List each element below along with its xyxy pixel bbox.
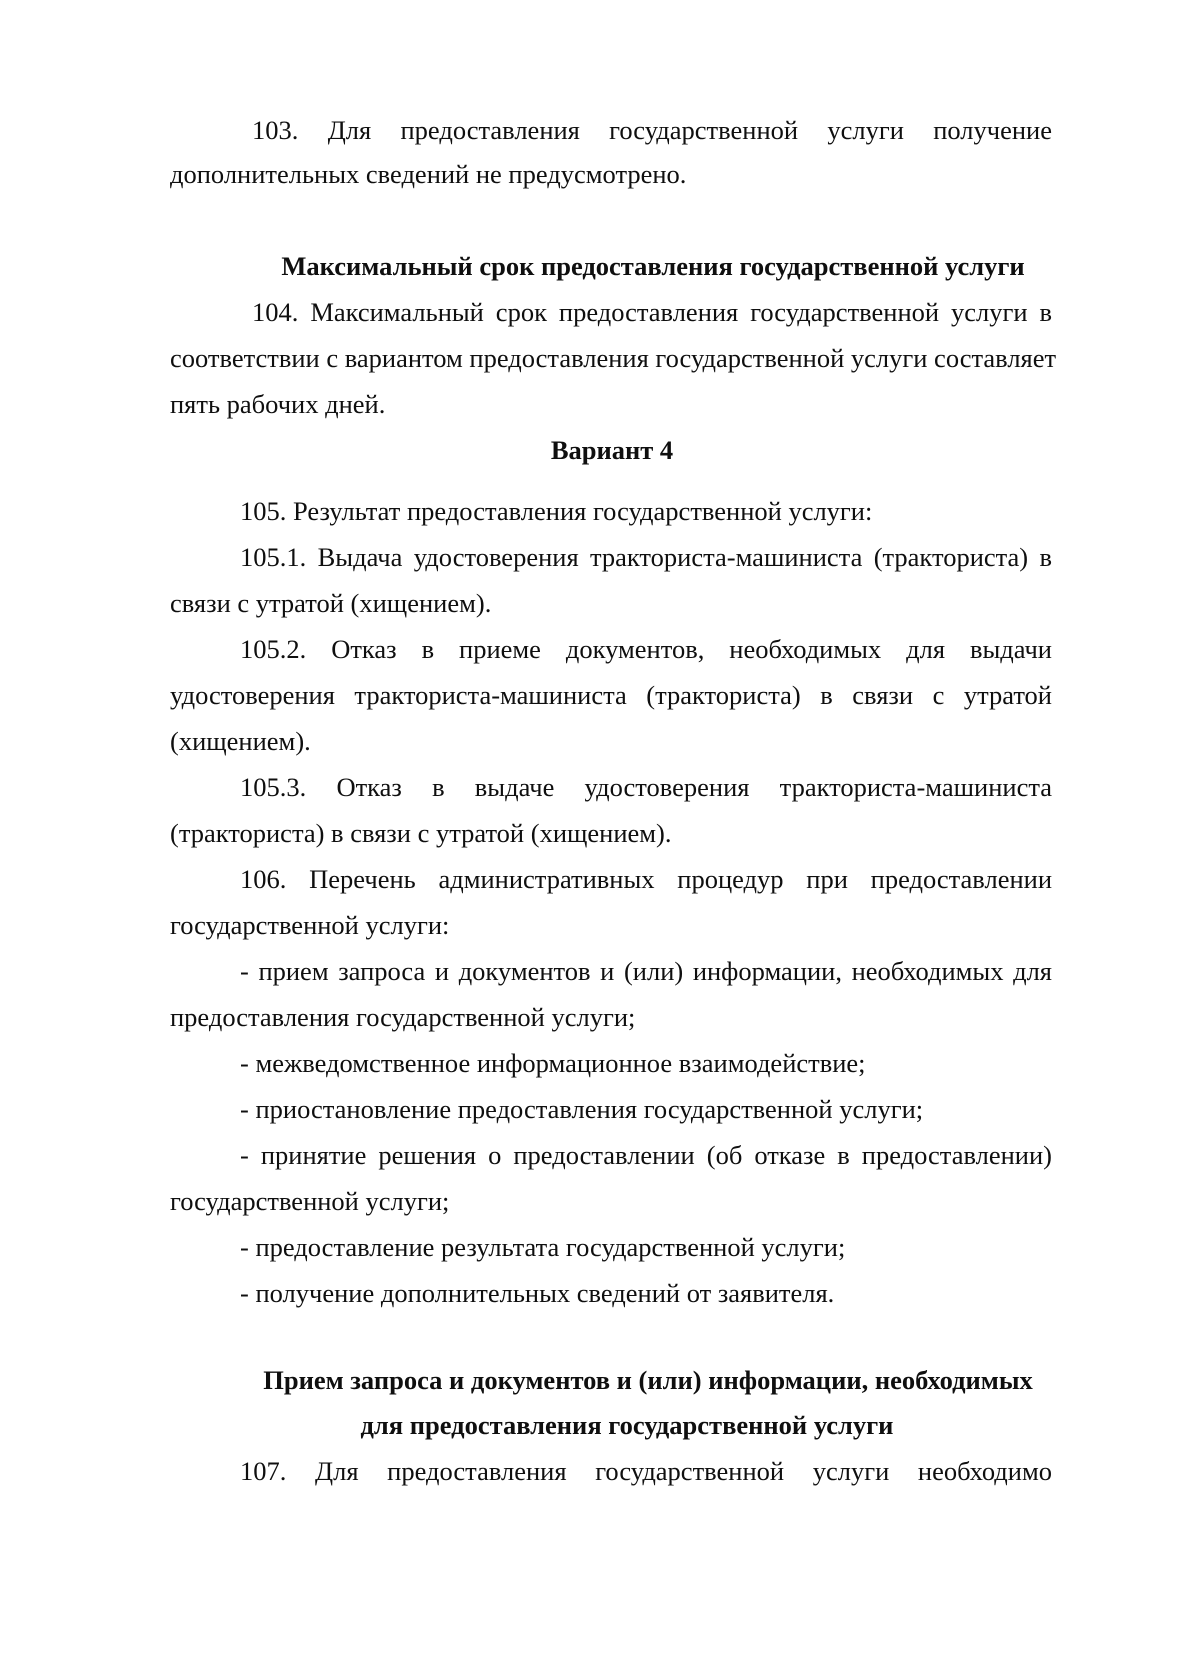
procedure-item-line-1: - прием запроса и документов и (или) информации, необходимых для <box>240 956 1052 986</box>
paragraph-105-1-line-2: связи с утратой (хищением). <box>170 588 492 618</box>
procedure-item: - получение дополнительных сведений от заявителя. <box>240 1278 835 1308</box>
paragraph-103-line-2: дополнительных сведений не предусмотрено. <box>170 159 687 189</box>
procedure-item: - приостановление предоставления государственной услуги; <box>240 1094 924 1124</box>
heading-variant: Вариант 4 <box>550 435 674 465</box>
paragraph-106-line-1: 106. Перечень административных процедур при предоставлении <box>240 864 1052 894</box>
heading-max-term: Максимальный срок предоставления государственной услуги <box>281 251 1025 281</box>
heading-reception-line-2: для предоставления государственной услуги <box>360 1410 894 1440</box>
paragraph-105-2-line-2: удостоверения тракториста-машиниста (тракториста) в связи с утратой <box>170 680 1052 710</box>
paragraph-104-line-2: соответствии с вариантом предоставления государственной услуги составляет <box>170 343 1057 373</box>
paragraph-105-3-line-1: 105.3. Отказ в выдаче удостоверения тракториста-машиниста <box>240 772 1052 802</box>
paragraph-107-line-1: 107. Для предоставления государственной услуги необходимо <box>240 1456 1052 1486</box>
paragraph-106-line-2: государственной услуги: <box>170 910 450 940</box>
paragraph-105-2-line-3: (хищением). <box>170 726 311 756</box>
procedure-item: - межведомственное информационное взаимодействие; <box>240 1048 866 1078</box>
paragraph-105-2-line-1: 105.2. Отказ в приеме документов, необходимых для выдачи <box>240 634 1052 664</box>
procedure-item-line-1: - принятие решения о предоставлении (об отказе в предоставлении) <box>240 1140 1052 1170</box>
paragraph-105: 105. Результат предоставления государственной услуги: <box>240 496 873 526</box>
heading-reception-line-1: Прием запроса и документов и (или) информации, необходимых <box>263 1365 1033 1395</box>
paragraph-104-line-1: 104. Максимальный срок предоставления государственной услуги в <box>252 297 1052 327</box>
paragraph-105-1-line-1: 105.1. Выдача удостоверения тракториста-машиниста (тракториста) в <box>240 542 1052 572</box>
paragraph-105-3-line-2: (тракториста) в связи с утратой (хищением). <box>170 818 672 848</box>
paragraph-103-line-1: 103. Для предоставления государственной услуги получение <box>252 115 1052 145</box>
paragraph-104-line-3: пять рабочих дней. <box>170 389 386 419</box>
procedure-item-line-2: государственной услуги; <box>170 1186 450 1216</box>
procedure-item-line-2: предоставления государственной услуги; <box>170 1002 636 1032</box>
procedure-item: - предоставление результата государственной услуги; <box>240 1232 846 1262</box>
